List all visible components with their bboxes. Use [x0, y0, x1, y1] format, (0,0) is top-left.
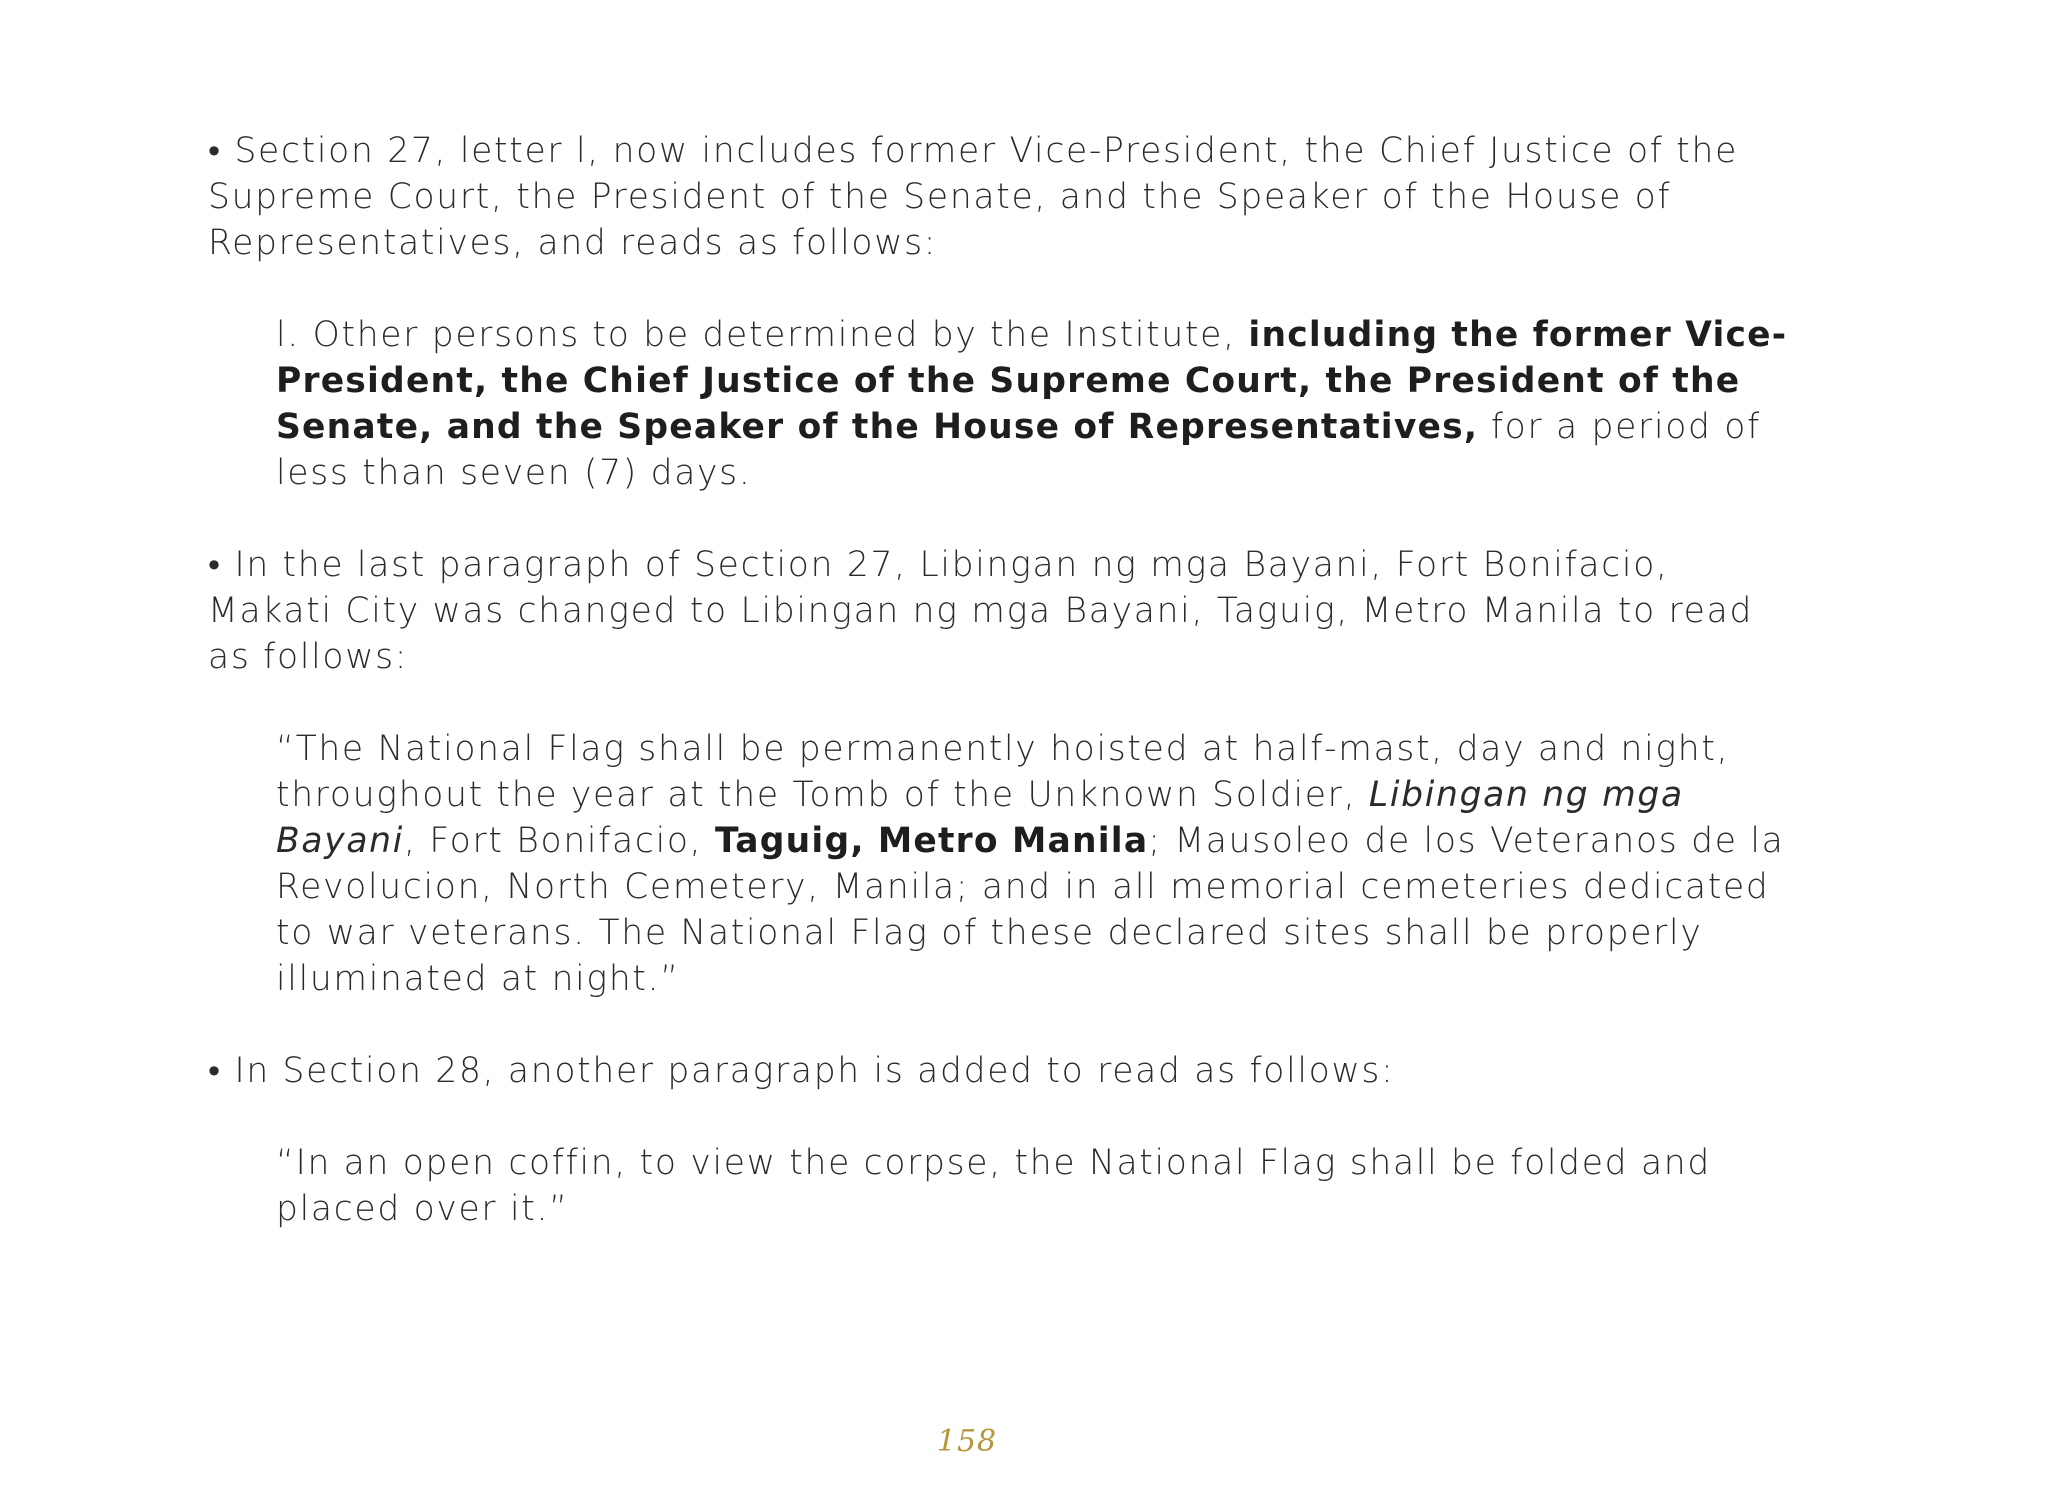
quote-text-regular: , Fort Bonifacio,: [404, 821, 715, 861]
bullet-text: • Section 27, letter l, now includes former Vice-President, the Chief Justice of the Supreme Court, the President of the Senate, and the Speaker of the House of Representatives, and reads as follows:: [208, 131, 1739, 263]
quote-text-bold: Taguig, Metro Manila: [715, 821, 1149, 861]
quote-text-regular: for a period of less than seven (7) days.: [276, 407, 1761, 493]
bullet-section-27-letter-l: [208, 128, 1788, 266]
bullet-text: • In Section 28, another paragraph is added to read as follows:: [208, 1051, 1395, 1091]
bullet-section-27-last-paragraph: [208, 542, 1788, 680]
quote-national-flag-half-mast: [276, 726, 1788, 1002]
quote-open-coffin: [276, 1140, 1788, 1232]
bullet-section-28: [208, 1048, 1788, 1094]
quote-section-27-letter-l: [276, 312, 1788, 496]
page-number: 158: [936, 1424, 998, 1459]
quote-text-regular: l. Other persons to be determined by the Institute,: [276, 315, 1249, 355]
quote-text-regular: “In an open coffin, to view the corpse, the National Flag shall be folded and placed over it.”: [276, 1143, 1711, 1229]
quote-text-italic: Libingan ng mga Bayani: [276, 775, 1684, 861]
page-body: [208, 128, 1788, 1232]
quote-text-regular: “The National Flag shall be permanently hoisted at half-mast, day and night, throughout the year at the Tomb of the Unknown Soldier,: [276, 729, 1730, 815]
bullet-text: • In the last paragraph of Section 27, Libingan ng mga Bayani, Fort Bonifacio, Makati City was changed to Libingan ng mga Bayani, Taguig, Metro Manila to read as follows:: [208, 545, 1754, 677]
quote-text-regular: ; Mausoleo de los Veteranos de la Revolucion, North Cemetery, Manila; and in all memorial cemeteries dedicated to war veterans. The National Flag of these declared sites shall be properly illuminated at night.”: [276, 821, 1785, 999]
quote-text-bold: including the former Vice-President, the Chief Justice of the Supreme Court, the President of the Senate, and the Speaker of the House of Representatives,: [276, 315, 1788, 447]
